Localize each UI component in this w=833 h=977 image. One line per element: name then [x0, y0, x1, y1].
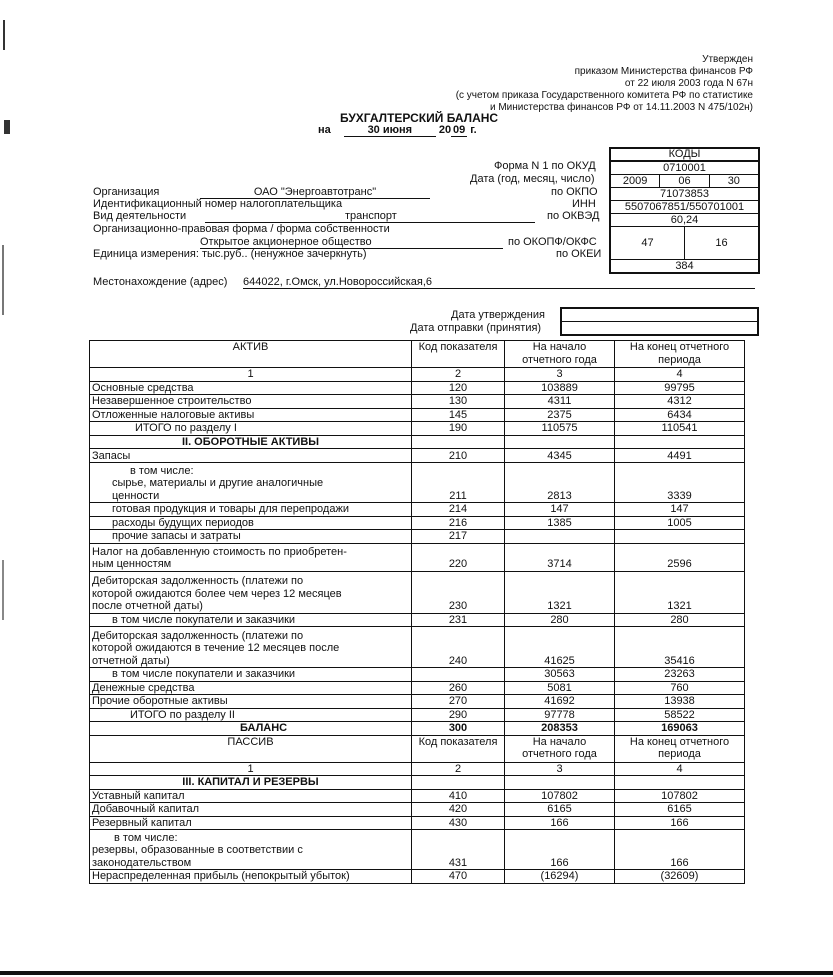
- row-code: 420: [412, 803, 505, 817]
- scan-mark: [3, 20, 5, 50]
- table-row: [90, 627, 745, 668]
- row-name-line: Налог на добавленную стоимость по приобретен-: [92, 545, 347, 558]
- unit-label: Единица измерения: тыс.руб.. (ненужное зачеркнуть): [93, 248, 367, 260]
- inn-code-label: ИНН: [572, 198, 596, 210]
- legal-form-label: Организационно-правовая форма / форма собственности: [93, 223, 390, 235]
- row-code: 145: [412, 408, 505, 422]
- row-code: 470: [412, 870, 505, 884]
- row-start: 1385: [505, 516, 615, 530]
- row-start: 30563: [505, 668, 615, 682]
- row-code: 230: [412, 571, 505, 613]
- scan-mark: [4, 120, 10, 134]
- scan-mark: [2, 245, 4, 315]
- row-code: 290: [412, 708, 505, 722]
- row-start: 3714: [505, 543, 615, 571]
- activity-label: Вид деятельности: [93, 210, 187, 222]
- table-row: [90, 516, 745, 530]
- row-code: 216: [412, 516, 505, 530]
- activity-value: транспорт: [205, 210, 535, 223]
- row-code: 130: [412, 395, 505, 409]
- row-end: 147: [615, 503, 745, 517]
- row-end: 4312: [615, 395, 745, 409]
- row-code: 211: [412, 463, 505, 503]
- row-name: в том числе покупатели и заказчики: [90, 668, 412, 682]
- asset-header-code: Код показателя: [412, 341, 505, 368]
- row-name-line: сырье, материалы и другие аналогичные: [112, 477, 324, 489]
- year-suffix: 09: [453, 124, 466, 136]
- row-code: 214: [412, 503, 505, 517]
- row-note: в том числе:: [130, 464, 194, 477]
- approval-line: от 22 июля 2003 года N 67н: [624, 78, 753, 89]
- section-row: [90, 776, 745, 790]
- row-name: прочие запасы и затраты: [90, 530, 412, 544]
- table-row: [90, 530, 745, 544]
- row-name: [90, 463, 412, 503]
- sent-date-label: Дата отправки (принятия): [410, 322, 542, 334]
- liab-header-row: [90, 735, 745, 762]
- approval-line: приказом Министерства финансов РФ: [574, 66, 753, 77]
- row-name-line: отчетной даты): [92, 654, 170, 667]
- row-name-line: которой ожидаются в течение 12 месяцев после: [92, 642, 340, 654]
- asset-header-start: На начало отчетного года: [505, 341, 615, 368]
- row-start: 166: [505, 830, 615, 870]
- table-row: [90, 449, 745, 463]
- row-code: 190: [412, 422, 505, 436]
- date-day: 30: [727, 175, 740, 187]
- row-name: [90, 571, 412, 613]
- row-name-line: Дебиторская задолженность (платежи по: [92, 575, 304, 587]
- row-end: 35416: [615, 627, 745, 668]
- row-name: БАЛАНС: [90, 722, 412, 736]
- address-value: 644022, г.Омск, ул.Новороссийская,6: [243, 276, 755, 289]
- liab-header-name: ПАССИВ: [90, 735, 412, 762]
- table-row: [90, 803, 745, 817]
- codes-box: [609, 147, 760, 274]
- row-start: 97778: [505, 708, 615, 722]
- dates-box: [560, 307, 759, 336]
- row-end: 1005: [615, 516, 745, 530]
- row-start: 2813: [505, 463, 615, 503]
- okei-label: по ОКЕИ: [556, 248, 602, 260]
- table-row: [90, 668, 745, 682]
- approval-line: Утвержден: [702, 54, 753, 65]
- inn-label: Идентификационный номер налогоплательщика: [93, 198, 343, 210]
- okei-code: 384: [675, 260, 694, 272]
- row-end: 110541: [615, 422, 745, 436]
- approval-line: (с учетом приказа Государственного комитета РФ по статистике: [455, 90, 753, 101]
- section-row: [90, 435, 745, 449]
- col-number: 4: [615, 368, 745, 382]
- col-number: 3: [505, 762, 615, 776]
- table-row: [90, 830, 745, 870]
- row-end: 4491: [615, 449, 745, 463]
- table-row: [90, 408, 745, 422]
- table-row: [90, 543, 745, 571]
- approval-date-label: Дата утверждения: [451, 309, 545, 321]
- col-number: 1: [90, 762, 412, 776]
- row-end: 166: [615, 830, 745, 870]
- row-start: 110575: [505, 422, 615, 436]
- row-name: Прочие оборотные активы: [90, 695, 412, 709]
- okved-code: 60,24: [611, 214, 758, 227]
- okopf-code: 47: [611, 227, 685, 259]
- row-start: 41692: [505, 695, 615, 709]
- scan-mark: [2, 560, 4, 620]
- row-name-line: законодательством: [92, 856, 192, 869]
- date-month: 06: [660, 175, 709, 187]
- row-start: 4345: [505, 449, 615, 463]
- row-name-line: которой ожидаются более чем через 12 месяцев: [92, 587, 342, 600]
- row-name: Запасы: [90, 449, 412, 463]
- row-name: расходы будущих периодов: [90, 516, 412, 530]
- row-end: 760: [615, 681, 745, 695]
- approval-line: и Министерства финансов РФ от 14.11.2003 N 475/102н): [489, 102, 753, 113]
- row-start: 107802: [505, 789, 615, 803]
- row-code: 120: [412, 381, 505, 395]
- row-name: ИТОГО по разделу I: [90, 422, 412, 436]
- okopf-label: по ОКОПФ/ОКФС: [508, 236, 597, 248]
- row-start: (16294): [505, 870, 615, 884]
- row-name: Основные средства: [90, 381, 412, 395]
- row-start: 41625: [505, 627, 615, 668]
- row-code: 410: [412, 789, 505, 803]
- document-title: БУХГАЛТЕРСКИЙ БАЛАНС: [340, 111, 499, 125]
- row-name: Денежные средства: [90, 681, 412, 695]
- table-row: [90, 503, 745, 517]
- date-value: 30 июня: [344, 124, 436, 137]
- asset-header-name: АКТИВ: [90, 341, 412, 368]
- row-start: 103889: [505, 381, 615, 395]
- row-name: Незавершенное строительство: [90, 395, 412, 409]
- row-name-line: ценности: [112, 489, 160, 502]
- liab-header-start: На начало отчетного года: [505, 735, 615, 762]
- row-name: [90, 627, 412, 668]
- col-number: 4: [615, 762, 745, 776]
- legal-form-value: Открытое акционерное общество: [200, 236, 503, 249]
- row-start: 5081: [505, 681, 615, 695]
- liab-header-code: Код показателя: [412, 735, 505, 762]
- row-name-line: резервы, образованные в соответствии с: [92, 844, 303, 856]
- row-name-line: Дебиторская задолженность (платежи по: [92, 629, 304, 642]
- inn-code: 5507067851/550701001: [611, 201, 758, 214]
- row-start: 6165: [505, 803, 615, 817]
- row-code: 270: [412, 695, 505, 709]
- row-end: 280: [615, 613, 745, 627]
- row-code: 231: [412, 613, 505, 627]
- row-end: 99795: [615, 381, 745, 395]
- row-name-line: после отчетной даты): [92, 600, 203, 612]
- sent-date-field: [562, 322, 757, 334]
- table-row: [90, 870, 745, 884]
- row-code: 210: [412, 449, 505, 463]
- codes-header: КОДЫ: [609, 147, 760, 162]
- row-start: 147: [505, 503, 615, 517]
- col-number: 1: [90, 368, 412, 382]
- row-code: 220: [412, 543, 505, 571]
- table-row: [90, 571, 745, 613]
- row-start: 1321: [505, 571, 615, 613]
- okopf-codes: [611, 227, 758, 260]
- org-label: Организация: [93, 186, 160, 198]
- row-end: 6434: [615, 408, 745, 422]
- row-name: в том числе покупатели и заказчики: [90, 613, 412, 627]
- row-name: [90, 543, 412, 571]
- row-name: готовая продукция и товары для перепродажи: [90, 503, 412, 517]
- row-end: 3339: [615, 463, 745, 503]
- table-row: [90, 613, 745, 627]
- table-row: [90, 681, 745, 695]
- row-note: в том числе:: [114, 831, 178, 844]
- table-row: [90, 463, 745, 503]
- row-code: 430: [412, 816, 505, 830]
- row-code: 431: [412, 830, 505, 870]
- table-row: [90, 395, 745, 409]
- okved-label: по ОКВЭД: [547, 210, 600, 222]
- row-end: (32609): [615, 870, 745, 884]
- balance-table: [89, 340, 745, 884]
- date-codes: [611, 175, 758, 188]
- row-start: 208353: [505, 722, 615, 736]
- year-prefix: 20: [438, 124, 452, 136]
- approval-date-field: [562, 309, 757, 322]
- table-row: [90, 816, 745, 830]
- section-title: III. КАПИТАЛ И РЕЗЕРВЫ: [90, 776, 412, 790]
- row-code: 300: [412, 722, 505, 736]
- row-code: 240: [412, 627, 505, 668]
- okud-code: 0710001: [611, 162, 758, 175]
- col-number: 2: [412, 762, 505, 776]
- row-end: 6165: [615, 803, 745, 817]
- scan-bottom-edge: [0, 971, 833, 975]
- date-suffix: г.: [470, 124, 477, 136]
- row-name: [90, 830, 412, 870]
- okpo-code: 71073853: [611, 188, 758, 201]
- address-label: Местонахождение (адрес): [93, 276, 228, 288]
- okud-label: Форма N 1 по ОКУД: [494, 160, 596, 172]
- table-row: [90, 708, 745, 722]
- liab-header-end: На конец отчетного периода: [615, 735, 745, 762]
- row-start: 2375: [505, 408, 615, 422]
- report-date: [318, 124, 477, 137]
- asset-header-row: [90, 341, 745, 368]
- col-number: 3: [505, 368, 615, 382]
- date-label: Дата (год, месяц, число): [470, 173, 595, 185]
- row-end: 169063: [615, 722, 745, 736]
- row-name: Уставный капитал: [90, 789, 412, 803]
- balance-total-row: [90, 722, 745, 736]
- row-end: 1321: [615, 571, 745, 613]
- row-end: 13938: [615, 695, 745, 709]
- org-value: ОАО "Энергоавтотранс": [200, 186, 430, 199]
- table-row: [90, 789, 745, 803]
- row-start: 4311: [505, 395, 615, 409]
- table-row: [90, 695, 745, 709]
- table-row: [90, 381, 745, 395]
- col-number: 2: [412, 368, 505, 382]
- row-end: 58522: [615, 708, 745, 722]
- row-end: 166: [615, 816, 745, 830]
- approval-note: [456, 54, 753, 114]
- section-title: II. ОБОРОТНЫЕ АКТИВЫ: [90, 435, 412, 449]
- row-end: 107802: [615, 789, 745, 803]
- okpo-label: по ОКПО: [551, 186, 598, 198]
- row-end: 23263: [615, 668, 745, 682]
- asset-header-end: На конец отчетного периода: [615, 341, 745, 368]
- table-row: [90, 422, 745, 436]
- row-name: Отложенные налоговые активы: [90, 408, 412, 422]
- row-end: 2596: [615, 543, 745, 571]
- row-code: 217: [412, 530, 505, 544]
- date-year: 2009: [611, 175, 660, 187]
- row-start: 280: [505, 613, 615, 627]
- row-start: 166: [505, 816, 615, 830]
- row-name-line: ным ценностям: [92, 558, 172, 570]
- row-name: Добавочный капитал: [90, 803, 412, 817]
- row-code: 260: [412, 681, 505, 695]
- okfs-code: 16: [715, 237, 728, 249]
- row-name: Резервный капитал: [90, 816, 412, 830]
- row-name: Нераспределенная прибыль (непокрытый убыток): [90, 870, 412, 884]
- column-number-row: [90, 762, 745, 776]
- date-prefix: на: [318, 124, 331, 136]
- column-number-row: [90, 368, 745, 382]
- row-name: ИТОГО по разделу II: [90, 708, 412, 722]
